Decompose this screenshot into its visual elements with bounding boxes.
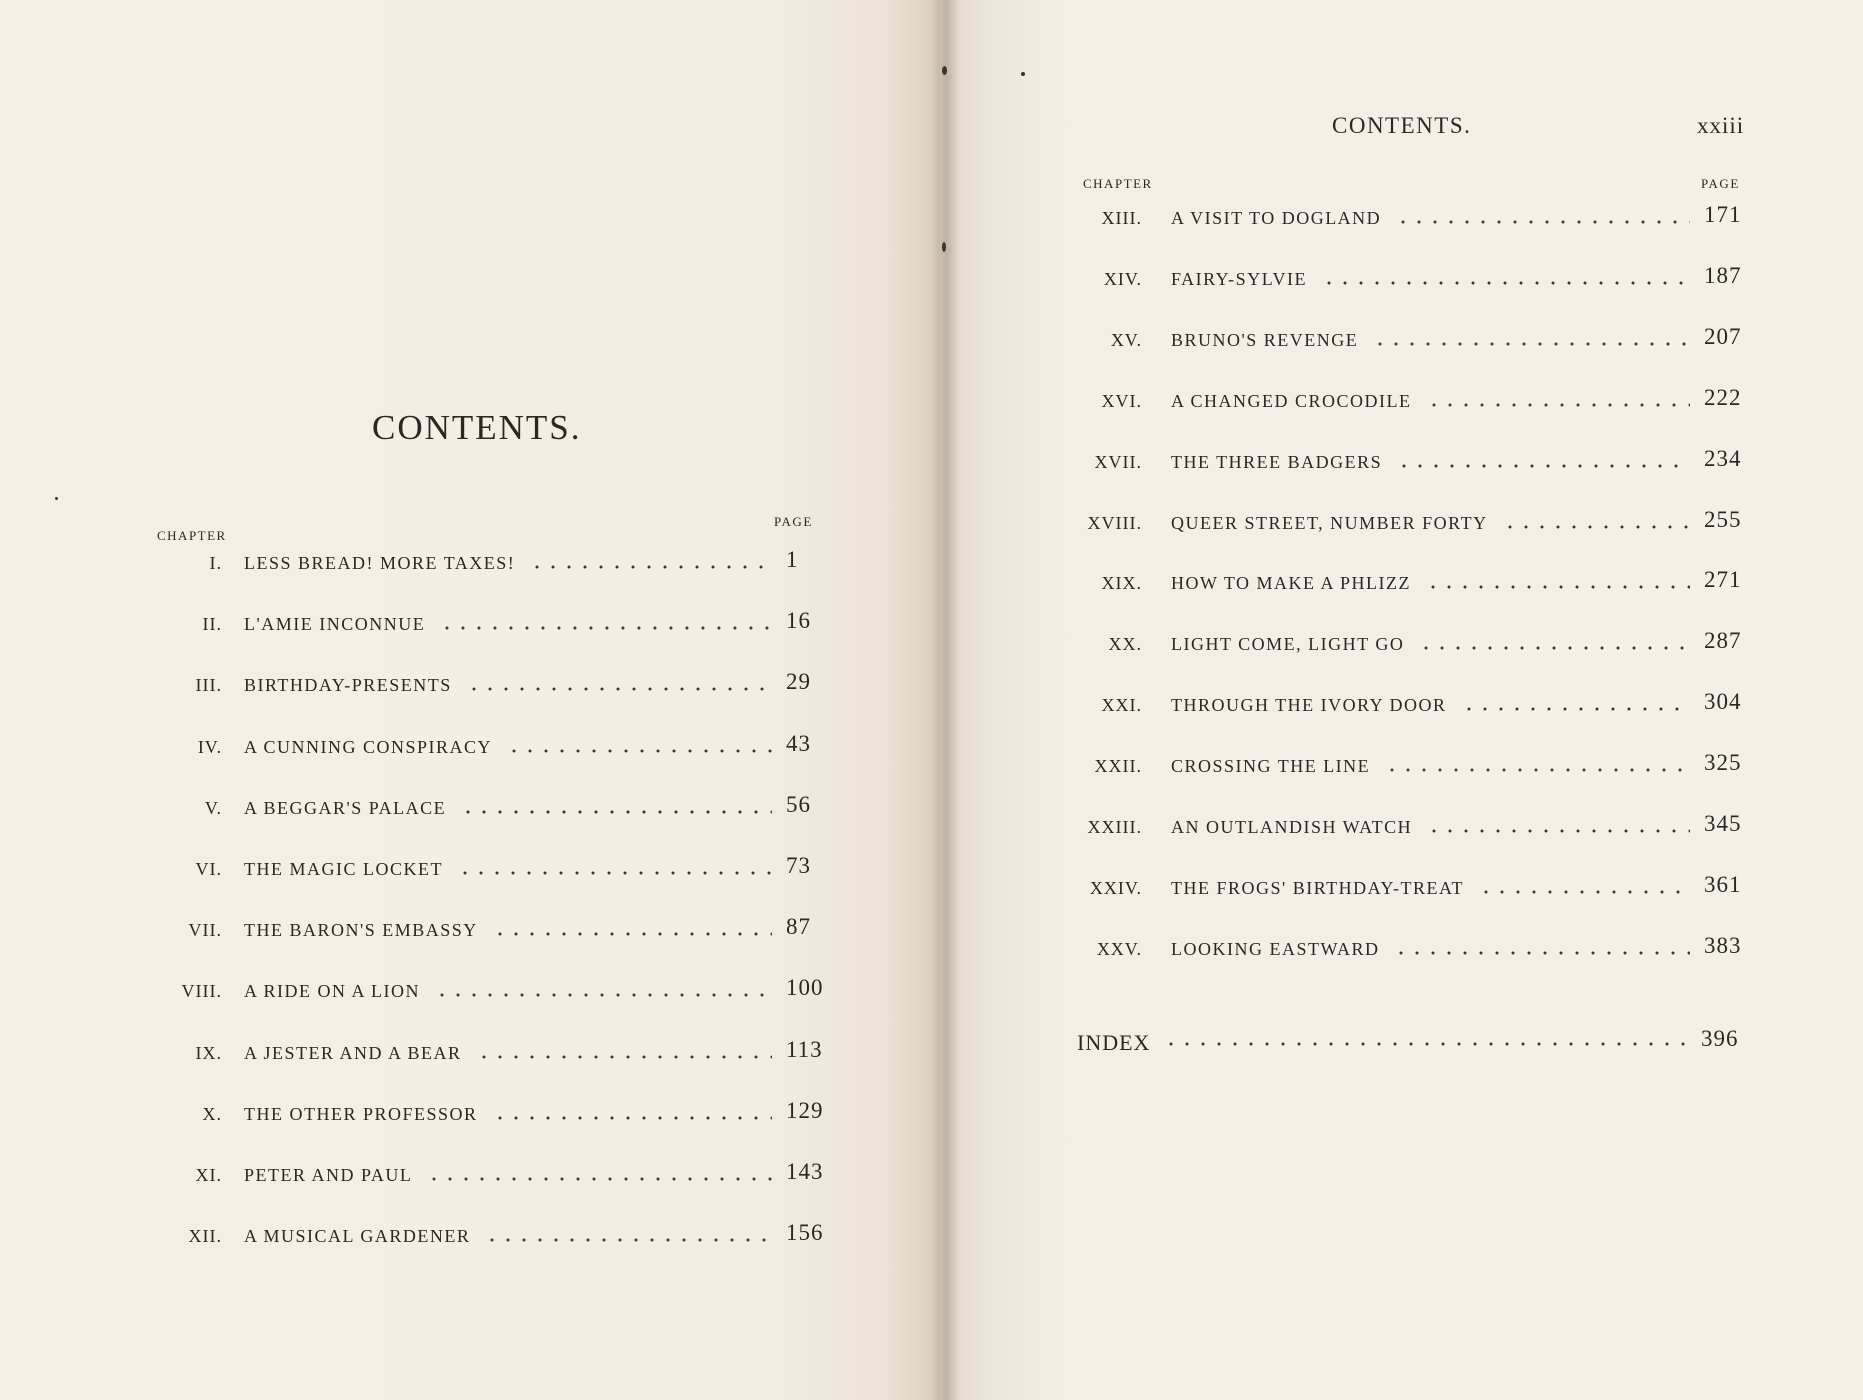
chapter-number: XVII. bbox=[1094, 451, 1142, 472]
leader-dots bbox=[529, 565, 772, 569]
chapter-title: BIRTHDAY-PRESENTS bbox=[244, 675, 452, 696]
toc-entry bbox=[1070, 200, 1750, 240]
leader-dots bbox=[434, 993, 772, 997]
chapter-number: XIII. bbox=[1101, 208, 1142, 228]
leader-dots bbox=[1321, 281, 1690, 285]
chapter-title: THROUGH THE IVORY DOOR bbox=[1171, 695, 1447, 716]
page-number: 234 bbox=[1704, 445, 1742, 471]
toc-entry bbox=[1070, 505, 1750, 545]
toc-entry bbox=[1070, 383, 1750, 423]
toc-entry bbox=[1070, 444, 1750, 484]
page-number: 1 bbox=[786, 547, 799, 572]
chapter-title: THE FROGS' BIRTHDAY-TREAT bbox=[1171, 877, 1465, 898]
page-number: 207 bbox=[1704, 323, 1742, 349]
leader-dots bbox=[492, 1116, 772, 1120]
page-number: 143 bbox=[786, 1159, 824, 1184]
chapter-number: XIV. bbox=[1103, 268, 1142, 289]
chapter-title: A CHANGED CROCODILE bbox=[1171, 390, 1412, 411]
page-number: 325 bbox=[1704, 750, 1742, 776]
chapter-title: A VISIT TO DOGLAND bbox=[1171, 208, 1382, 228]
leader-dots bbox=[1478, 890, 1690, 894]
print-speck bbox=[942, 242, 946, 252]
chapter-title: THE BARON'S EMBASSY bbox=[244, 920, 478, 941]
leader-dots bbox=[1395, 220, 1690, 224]
chapter-number: XXIII. bbox=[1087, 817, 1142, 837]
page-column-header: PAGE bbox=[774, 514, 813, 529]
leader-dots bbox=[1502, 525, 1690, 529]
leader-dots bbox=[1461, 707, 1690, 711]
chapter-title: L'AMIE INCONNUE bbox=[244, 614, 426, 635]
running-head: CONTENTS. bbox=[1332, 113, 1472, 138]
chapter-number: XXI. bbox=[1101, 695, 1142, 716]
toc-entry bbox=[1070, 748, 1750, 788]
print-speck bbox=[55, 497, 58, 500]
leader-dots bbox=[1396, 464, 1690, 468]
toc-entry bbox=[1070, 261, 1750, 301]
chapter-number: IX. bbox=[195, 1042, 222, 1063]
chapter-title: THE MAGIC LOCKET bbox=[244, 859, 443, 879]
leader-dots bbox=[1372, 342, 1690, 346]
chapter-number: V. bbox=[204, 797, 222, 818]
toc-entry bbox=[160, 1157, 860, 1197]
page-folio: xxiii bbox=[1697, 113, 1745, 138]
chapter-number: XXV. bbox=[1096, 938, 1142, 959]
page-number: 287 bbox=[1704, 628, 1742, 654]
chapter-title: THE THREE BADGERS bbox=[1171, 451, 1383, 472]
toc-entry bbox=[1070, 687, 1750, 727]
chapter-number: VIII. bbox=[181, 981, 222, 1002]
chapter-title: THE OTHER PROFESSOR bbox=[244, 1103, 478, 1124]
page-number: 87 bbox=[786, 914, 811, 940]
page-number: 383 bbox=[1704, 932, 1742, 958]
chapter-title: QUEER STREET, NUMBER FORTY bbox=[1171, 512, 1488, 533]
leader-dots bbox=[484, 1238, 772, 1242]
leader-dots bbox=[460, 810, 772, 814]
toc-entry bbox=[160, 973, 860, 1013]
toc-entry bbox=[1070, 809, 1750, 849]
toc-entry bbox=[1070, 565, 1750, 605]
toc-entry bbox=[1070, 322, 1750, 362]
page-number: 16 bbox=[786, 608, 811, 634]
chapter-title: HOW TO MAKE A PHLIZZ bbox=[1171, 573, 1412, 594]
chapter-title: CROSSING THE LINE bbox=[1171, 756, 1371, 777]
print-speck bbox=[1021, 72, 1025, 76]
chapter-column-header: CHAPTER bbox=[157, 528, 227, 543]
chapter-title: LESS BREAD! MORE TAXES! bbox=[244, 553, 516, 573]
toc-entry bbox=[160, 729, 860, 769]
chapter-number: VI. bbox=[195, 859, 222, 879]
book-gutter bbox=[930, 0, 960, 1400]
chapter-title: AN OUTLANDISH WATCH bbox=[1171, 817, 1413, 837]
chapter-number: VII. bbox=[188, 920, 222, 941]
leader-dots bbox=[439, 626, 772, 630]
leader-dots bbox=[1426, 403, 1690, 407]
index-page-number: 396 bbox=[1701, 1026, 1739, 1051]
chapter-title: LOOKING EASTWARD bbox=[1171, 938, 1380, 959]
toc-entry bbox=[160, 912, 860, 952]
chapter-number: II. bbox=[202, 614, 222, 635]
chapter-number: IV. bbox=[197, 736, 222, 757]
page-number: 43 bbox=[786, 730, 811, 756]
page-number: 56 bbox=[786, 791, 811, 817]
leader-dots bbox=[476, 1055, 772, 1059]
print-speck bbox=[942, 66, 947, 75]
page-number: 100 bbox=[786, 975, 824, 1001]
leader-dots bbox=[1384, 768, 1690, 772]
leader-dots bbox=[1393, 951, 1690, 955]
leader-dots bbox=[457, 871, 772, 875]
chapter-title: A BEGGAR'S PALACE bbox=[244, 797, 447, 818]
leader-dots bbox=[1418, 646, 1690, 650]
chapter-number: X. bbox=[202, 1103, 222, 1124]
chapter-number: I. bbox=[209, 553, 222, 573]
leader-dots bbox=[426, 1177, 772, 1181]
chapter-number: XVI. bbox=[1101, 390, 1142, 411]
toc-entry bbox=[1070, 626, 1750, 666]
page-number: 222 bbox=[1704, 384, 1742, 410]
chapter-title: LIGHT COME, LIGHT GO bbox=[1171, 634, 1405, 655]
chapter-number: XX. bbox=[1108, 634, 1142, 655]
leader-dots bbox=[466, 687, 772, 691]
toc-entry bbox=[160, 1096, 860, 1136]
chapter-number: XXIV. bbox=[1089, 877, 1142, 898]
toc-entry bbox=[1070, 870, 1750, 910]
chapter-number: XIX. bbox=[1101, 573, 1142, 594]
page-column-header: PAGE bbox=[1701, 176, 1740, 191]
leader-dots bbox=[506, 749, 772, 753]
page-number: 255 bbox=[1704, 506, 1742, 532]
chapter-title: A JESTER AND A BEAR bbox=[244, 1042, 462, 1063]
chapter-number: XI. bbox=[195, 1165, 222, 1185]
index-entry bbox=[1077, 1022, 1747, 1062]
leader-dots bbox=[492, 932, 772, 936]
leader-dots bbox=[1425, 585, 1690, 589]
chapter-number: XVIII. bbox=[1087, 512, 1142, 533]
page-number: 171 bbox=[1704, 202, 1742, 227]
toc-entry bbox=[160, 1035, 860, 1075]
chapter-number: XII. bbox=[188, 1226, 222, 1247]
page-number: 187 bbox=[1704, 262, 1742, 288]
leader-dots bbox=[1426, 829, 1690, 833]
toc-entry bbox=[1070, 931, 1750, 971]
page-number: 129 bbox=[786, 1097, 824, 1123]
chapter-column-header: CHAPTER bbox=[1083, 176, 1153, 191]
page-number: 73 bbox=[786, 853, 811, 878]
page-number: 345 bbox=[1704, 811, 1742, 836]
chapter-number: III. bbox=[195, 675, 222, 696]
chapter-title: A CUNNING CONSPIRACY bbox=[244, 736, 493, 757]
toc-entry bbox=[160, 606, 860, 646]
index-label: INDEX bbox=[1077, 1030, 1151, 1055]
page-number: 29 bbox=[786, 669, 811, 695]
chapter-title: A MUSICAL GARDENER bbox=[244, 1226, 471, 1247]
chapter-title: A RIDE ON A LION bbox=[244, 981, 420, 1002]
chapter-title: FAIRY-SYLVIE bbox=[1171, 268, 1308, 289]
toc-entry bbox=[160, 545, 860, 585]
page-number: 113 bbox=[786, 1036, 823, 1062]
page-number: 271 bbox=[1704, 567, 1742, 593]
toc-entry bbox=[160, 851, 860, 891]
chapter-title: BRUNO'S REVENGE bbox=[1171, 329, 1359, 350]
toc-entry bbox=[160, 790, 860, 830]
contents-title: CONTENTS. bbox=[372, 408, 582, 447]
page-number: 361 bbox=[1704, 871, 1742, 897]
chapter-number: XXII. bbox=[1094, 756, 1142, 777]
toc-entry bbox=[160, 667, 860, 707]
chapter-number: XV. bbox=[1110, 329, 1142, 350]
page-number: 156 bbox=[786, 1220, 824, 1246]
page-number: 304 bbox=[1704, 689, 1742, 715]
toc-entry bbox=[160, 1218, 860, 1258]
leader-dots bbox=[1163, 1042, 1691, 1046]
chapter-title: PETER AND PAUL bbox=[244, 1165, 413, 1185]
